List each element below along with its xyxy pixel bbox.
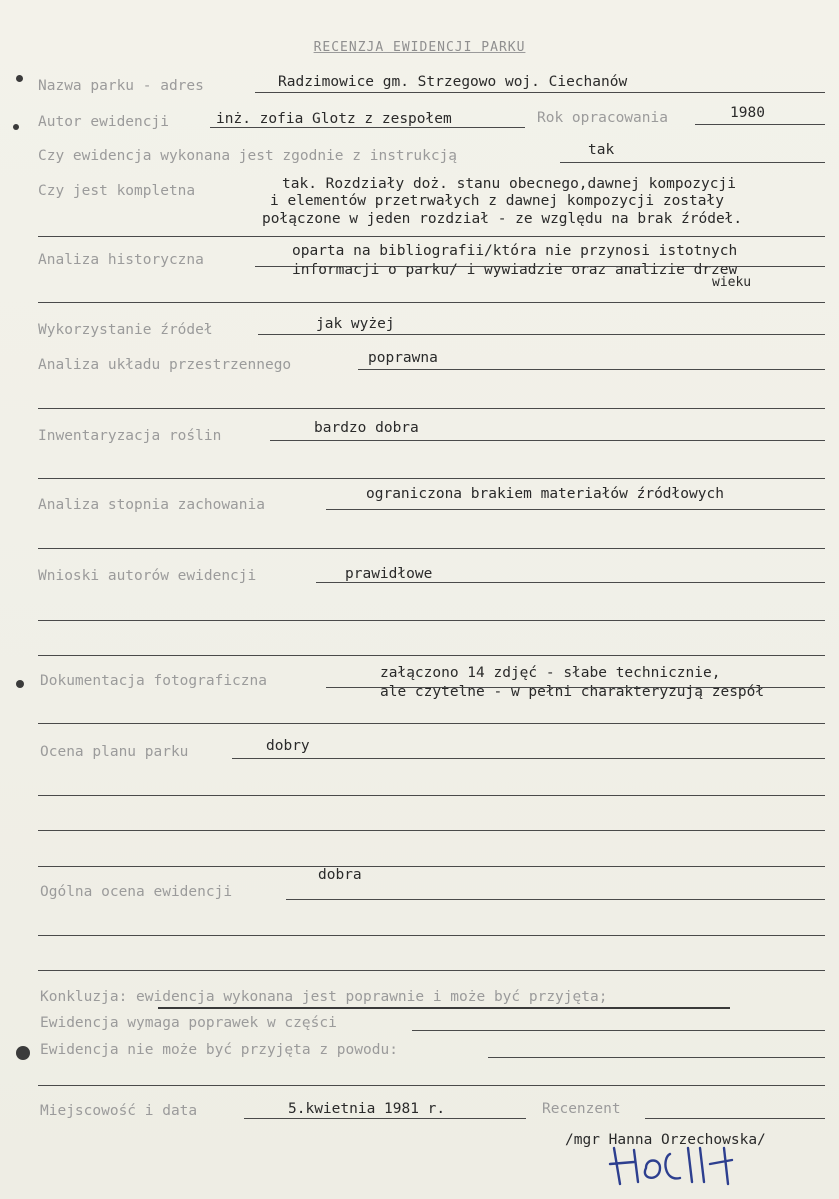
underline bbox=[244, 1118, 526, 1119]
value-complete-2: i elementów przetrwałych z dawnej kompozycji zostały bbox=[270, 193, 724, 209]
underline bbox=[560, 162, 825, 163]
underline bbox=[38, 655, 825, 656]
underline bbox=[258, 334, 825, 335]
underline bbox=[358, 369, 825, 370]
underline bbox=[488, 1057, 825, 1058]
value-historical-3: wieku bbox=[712, 275, 752, 290]
label-conclusions: Wnioski autorów ewidencji bbox=[38, 568, 257, 584]
label-overall: Ogólna ocena ewidencji bbox=[40, 884, 233, 900]
underline bbox=[270, 440, 825, 441]
value-complete-3: połączone w jeden rozdział - ze względu na brak źródeł. bbox=[262, 211, 743, 227]
label-plants: Inwentaryzacja roślin bbox=[38, 428, 222, 444]
value-historical-1: oparta na bibliografii/która nie przynosi istotnych bbox=[292, 243, 738, 259]
value-photos-2: ale czytelne - w pełni charakteryzują zespół bbox=[380, 684, 765, 700]
punch-hole bbox=[16, 75, 23, 82]
value-spatial: poprawna bbox=[368, 350, 438, 366]
label-reviewer: Recenzent bbox=[542, 1101, 621, 1117]
underline bbox=[38, 830, 825, 831]
underline bbox=[210, 127, 525, 128]
conclusion-rejected: Ewidencja nie może być przyjęta z powodu: bbox=[40, 1042, 398, 1058]
underline bbox=[38, 620, 825, 621]
punch-hole bbox=[13, 124, 19, 130]
label-park-name: Nazwa parku - adres bbox=[38, 78, 204, 94]
label-preservation: Analiza stopnia zachowania bbox=[38, 497, 265, 513]
value-place-date: 5.kwietnia 1981 r. bbox=[288, 1101, 446, 1117]
underline bbox=[412, 1030, 825, 1031]
value-plants: bardzo dobra bbox=[314, 420, 419, 436]
underline bbox=[255, 266, 825, 267]
underline bbox=[38, 302, 825, 303]
underline bbox=[316, 582, 825, 583]
underline bbox=[38, 795, 825, 796]
underline bbox=[38, 866, 825, 867]
accepted-underline bbox=[158, 1007, 730, 1009]
signature-image bbox=[600, 1140, 770, 1190]
value-photos-1: załączono 14 zdjęć - słabe technicznie, bbox=[380, 665, 721, 681]
underline bbox=[38, 935, 825, 936]
underline bbox=[326, 509, 825, 510]
value-plan: dobry bbox=[266, 738, 310, 754]
value-preservation: ograniczona brakiem materiałów źródłowych bbox=[366, 486, 724, 502]
label-photos: Dokumentacja fotograficzna bbox=[40, 673, 267, 689]
underline bbox=[255, 92, 825, 93]
underline bbox=[326, 687, 825, 688]
label-author: Autor ewidencji bbox=[38, 114, 169, 130]
value-park-name: Radzimowice gm. Strzegowo woj. Ciechanów bbox=[278, 74, 628, 90]
label-plan: Ocena planu parku bbox=[40, 744, 189, 760]
label-sources: Wykorzystanie źródeł bbox=[38, 322, 213, 338]
underline bbox=[38, 548, 825, 549]
punch-hole bbox=[16, 1046, 30, 1060]
value-sources: jak wyżej bbox=[316, 316, 395, 332]
value-overall: dobra bbox=[318, 867, 362, 883]
underline bbox=[286, 899, 825, 900]
value-complete-1: tak. Rozdziały doż. stanu obecnego,dawnej kompozycji bbox=[282, 176, 736, 192]
underline bbox=[38, 408, 825, 409]
underline bbox=[38, 236, 825, 237]
underline bbox=[38, 1085, 825, 1086]
value-instruction: tak bbox=[588, 142, 615, 158]
label-spatial: Analiza układu przestrzennego bbox=[38, 357, 292, 373]
conclusion-accepted: Konkluzja: ewidencja wykonana jest poprawnie i może być przyjęta; bbox=[40, 989, 608, 1005]
underline bbox=[695, 124, 825, 125]
value-author: inż. zofia Glotz z zespołem bbox=[216, 111, 452, 127]
underline bbox=[38, 970, 825, 971]
underline bbox=[38, 723, 825, 724]
punch-hole bbox=[16, 680, 24, 688]
underline bbox=[38, 478, 825, 479]
label-place-date: Miejscowość i data bbox=[40, 1103, 198, 1119]
value-historical-2: informacji o parku/ i wywiadzie oraz analizie drzew bbox=[292, 262, 738, 278]
label-instruction: Czy ewidencja wykonana jest zgodnie z instrukcją bbox=[38, 148, 458, 164]
reviewer-name: /mgr Hanna Orzechowska/ bbox=[565, 1132, 766, 1148]
underline bbox=[232, 758, 825, 759]
value-conclusions: prawidłowe bbox=[345, 566, 433, 582]
conclusion-corrections: Ewidencja wymaga poprawek w części bbox=[40, 1015, 337, 1031]
value-year: 1980 bbox=[730, 105, 765, 121]
underline bbox=[645, 1118, 825, 1119]
label-year: Rok opracowania bbox=[537, 110, 668, 126]
label-complete: Czy jest kompletna bbox=[38, 183, 196, 199]
label-historical: Analiza historyczna bbox=[38, 252, 204, 268]
page-title: RECENZJA EWIDENCJI PARKU bbox=[313, 40, 526, 55]
